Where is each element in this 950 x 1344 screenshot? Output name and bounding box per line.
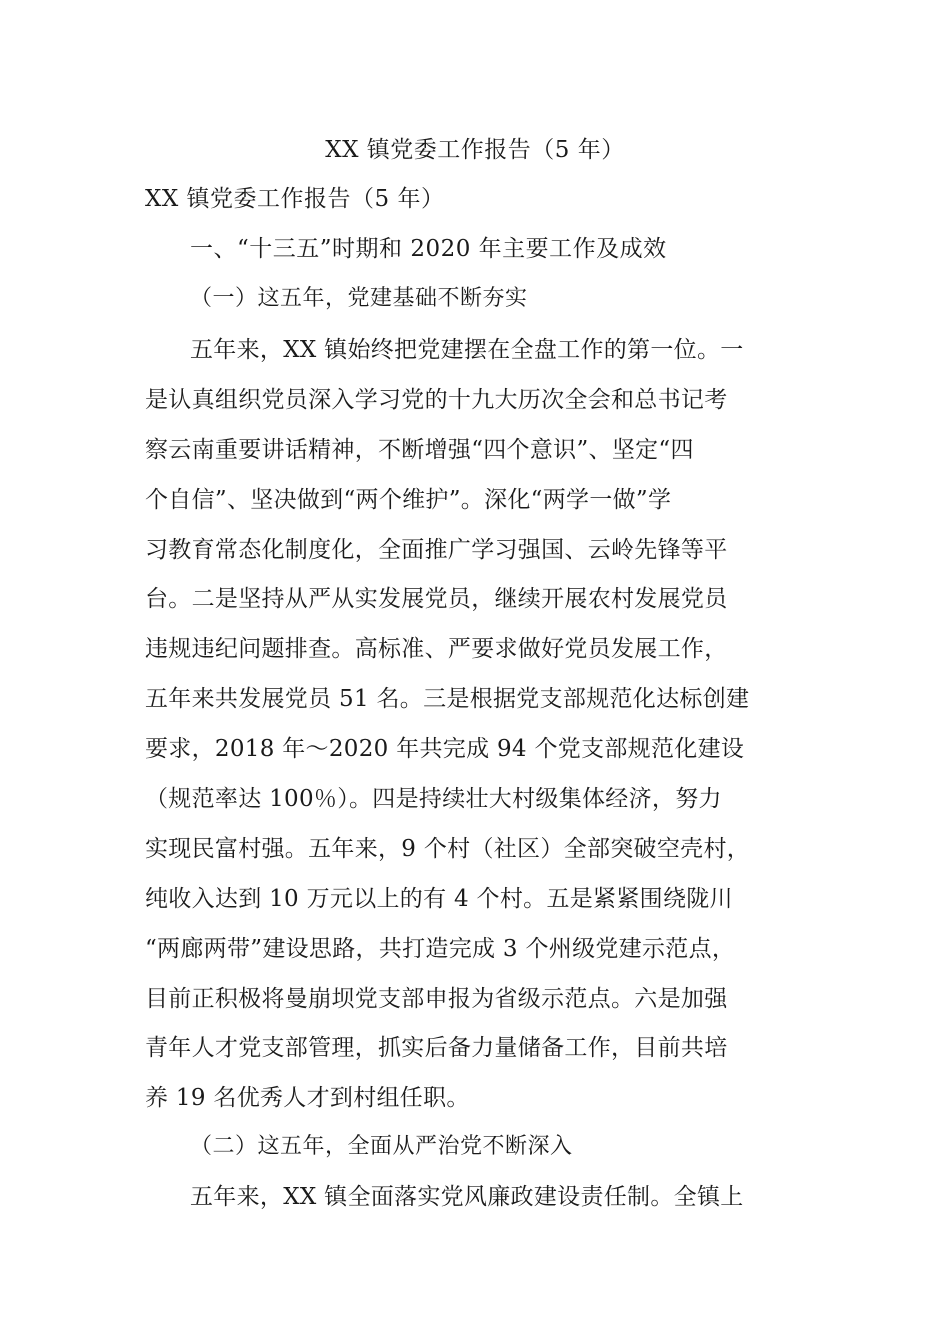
- text-line: 是认真组织党员深入学习党的十九大历次全会和总书记考: [145, 386, 728, 413]
- text-line: 纯收入达到 10 万元以上的有 4 个村。五是紧紧围绕陇川: [145, 885, 733, 912]
- text-line: 习教育常态化制度化，全面推广学习强国、云岭先锋等平: [145, 536, 728, 563]
- text-line: 个自信”、坚决做到“两个维护”。深化“两学一做”学: [145, 486, 672, 513]
- section-heading: 一、“十三五”时期和 2020 年主要工作及成效: [190, 236, 667, 262]
- subsection-heading-2: （二）这五年，全面从严治党不断深入: [190, 1134, 573, 1159]
- text-line: 五年来，XX 镇全面落实党风廉政建设责任制。全镇上: [190, 1184, 744, 1210]
- text-line: 目前正积极将曼崩坝党支部申报为省级示范点。六是加强: [145, 985, 728, 1012]
- text-line: 实现民富村强。五年来，9 个村（社区）全部突破空壳村，: [145, 835, 751, 862]
- text-line: （规范率达 100％）。四是持续壮大村级集体经济，努力: [145, 786, 722, 813]
- text-line: 五年来，XX 镇始终把党建摆在全盘工作的第一位。一: [190, 337, 744, 363]
- document-subtitle: XX 镇党委工作报告（5 年）: [145, 186, 445, 212]
- text-line: “两廊两带”建设思路，共打造完成 3 个州级党建示范点，: [145, 935, 736, 962]
- text-line: 违规违纪问题排查。高标准、严要求做好党员发展工作，: [145, 636, 728, 663]
- subsection-heading-1: （一）这五年，党建基础不断夯实: [190, 286, 528, 311]
- text-line: 养 19 名优秀人才到村组任职。: [145, 1085, 470, 1112]
- document-title: XX 镇党委工作报告（5 年）: [325, 137, 625, 163]
- text-line: 青年人才党支部管理，抓实后备力量储备工作，目前共培: [145, 1035, 728, 1062]
- text-line: 五年来共发展党员 51 名。三是根据党支部规范化达标创建: [145, 686, 750, 713]
- text-line: 要求，2018 年～2020 年共完成 94 个党支部规范化建设: [145, 736, 745, 763]
- paragraph-1: [145, 333, 810, 1131]
- paragraph-2: [145, 1180, 810, 1230]
- text-line: 台。二是坚持从严从实发展党员，继续开展农村发展党员: [145, 586, 728, 613]
- text-line: 察云南重要讲话精神，不断增强“四个意识”、坚定“四: [145, 436, 694, 463]
